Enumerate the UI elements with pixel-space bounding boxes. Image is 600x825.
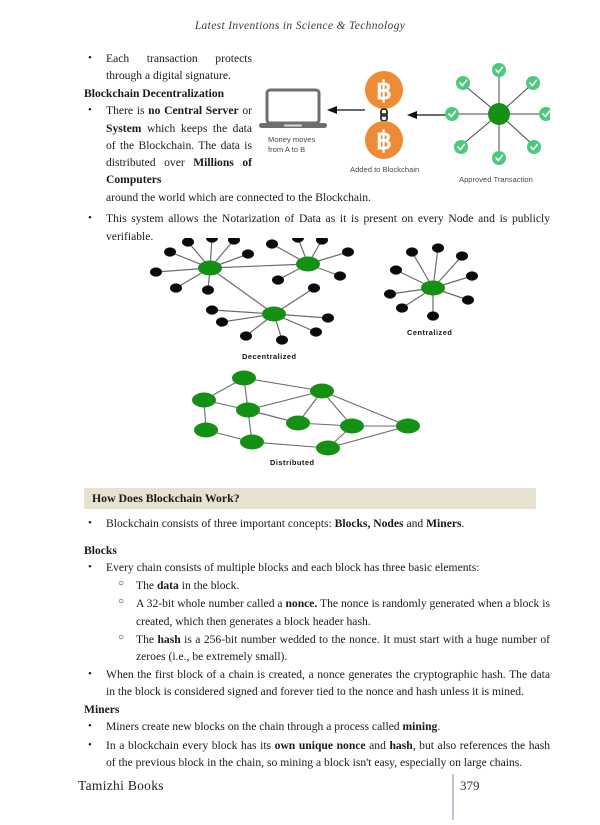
wrapped-text-column: [84, 50, 252, 188]
heading-blocks: Blocks: [84, 543, 117, 557]
text-run: is a 256-bit number wedded to the nonce. It must start with a huge number of zeroes (i.e., be extremely small).: [136, 632, 550, 663]
list-item-text: This system allows the Notarization of Data as it is present on every Node and is publicly verifiable.: [106, 212, 550, 243]
bitcoin-symbol-bottom: ฿: [376, 128, 392, 155]
list-item-text: [106, 739, 550, 769]
list-item-text: Every chain consists of multiple blocks and each block has three basic elements:: [106, 561, 480, 575]
sub-list-item: [84, 595, 550, 629]
text-run: which keeps the data of the Blockchain. The data is distributed over: [106, 121, 252, 169]
text-run: There is: [106, 104, 149, 118]
text-run-bold: hash: [157, 632, 181, 646]
sub-list-item-text: [136, 633, 550, 663]
text-run-bold: Blocks, Nodes: [334, 516, 404, 530]
bullet-marker: •: [88, 561, 92, 574]
text-run: , but also references the hash of the previous block in the chain, so mining a block isn't easy, especially on large chains.: [106, 738, 551, 769]
money-moves-label-line2: from A to B: [268, 145, 306, 154]
approved-transaction-caption: Approved Transaction: [459, 175, 533, 184]
footer-book-title: Tamizhi Books: [78, 778, 164, 793]
text-run: .: [461, 516, 465, 530]
text-run: Miners create new blocks on the chain through a process called: [106, 720, 403, 734]
text-run-bold: nonce.: [285, 597, 318, 611]
bitcoin-symbol-top: ฿: [376, 78, 392, 105]
list-item: [84, 666, 550, 700]
text-run: The: [136, 579, 157, 593]
list-item: [84, 515, 550, 532]
centralized-caption: Centralized: [407, 328, 453, 337]
footer-page-number: 379: [460, 778, 480, 793]
list-item-text: [106, 517, 464, 530]
heading-blockchain-decentralization: Blockchain Decentralization: [84, 87, 225, 101]
text-run: or: [238, 104, 252, 118]
sub-bullet-marker: ○: [118, 578, 125, 590]
wrapped-continuation-text: around the world which are connected to the Blockchain.: [106, 191, 371, 205]
section-header-how-does-blockchain-work: How Does Blockchain Work?: [84, 488, 536, 509]
list-item-text: [106, 720, 440, 733]
text-run-bold: System: [106, 121, 142, 135]
bullet-marker: •: [88, 720, 92, 733]
bullet-marker: •: [88, 212, 92, 225]
list-item: [84, 718, 550, 735]
text-run: The: [136, 632, 158, 646]
text-run: In a blockchain every block has its: [106, 738, 275, 752]
list-item: [84, 50, 252, 84]
list-item: [84, 737, 550, 771]
bullet-marker: •: [88, 516, 92, 529]
body-content: [84, 50, 550, 772]
bullet-marker: •: [88, 104, 92, 117]
text-run-bold: data: [156, 579, 179, 593]
text-run: A 32-bit whole number called a: [136, 597, 286, 611]
list-item-text: Each transaction protects through a digital signature.: [106, 52, 252, 83]
figure-space: [84, 246, 550, 488]
page-footer: [0, 778, 600, 824]
running-header: Latest Inventions in Science & Technology: [194, 20, 406, 32]
distributed-caption: Distributed: [270, 458, 315, 467]
added-to-blockchain-caption: Added to Blockchain: [350, 165, 420, 174]
sub-list-item-text: [136, 579, 239, 592]
money-moves-label-line1: Money moves: [268, 135, 316, 144]
text-run: and: [403, 516, 427, 530]
list-item-text: [106, 104, 252, 186]
text-run: and: [365, 738, 390, 752]
text-run: The nonce is randomly generated when a block is created, which then generates a block header hash.: [136, 597, 550, 628]
bullet-marker: •: [88, 667, 92, 680]
text-run-bold: no Central Server: [148, 104, 239, 118]
footer-divider: [452, 774, 454, 820]
text-run-bold: Millions of Computers: [106, 155, 252, 187]
text-run-bold: own unique nonce: [274, 738, 366, 752]
heading-miners: Miners: [84, 703, 120, 717]
decentralized-caption: Decentralized: [242, 352, 297, 361]
list-item: [84, 102, 252, 188]
text-run-bold: hash: [389, 738, 413, 752]
sub-list-item: [84, 577, 550, 594]
bullet-marker: •: [88, 738, 92, 751]
list-item: [84, 559, 550, 576]
text-run: in the block.: [178, 579, 240, 593]
text-run: .: [437, 720, 441, 734]
text-run-bold: mining: [402, 720, 438, 734]
list-item-text: When the first block of a chain is created, a nonce generates the cryptographic hash. The data in the block is considered signed and forever tied to the nonce and hash unless it is mined.: [106, 667, 550, 699]
text-run-bold: Miners: [426, 516, 462, 530]
bullet-marker: •: [88, 52, 92, 64]
sub-bullet-marker: ○: [118, 631, 125, 643]
sub-list-item-text: [136, 597, 550, 627]
text-run: Blockchain consists of three important concepts:: [106, 516, 335, 530]
sub-bullet-marker: ○: [118, 596, 125, 608]
list-item: [84, 210, 550, 244]
sub-list-item: [84, 631, 550, 665]
